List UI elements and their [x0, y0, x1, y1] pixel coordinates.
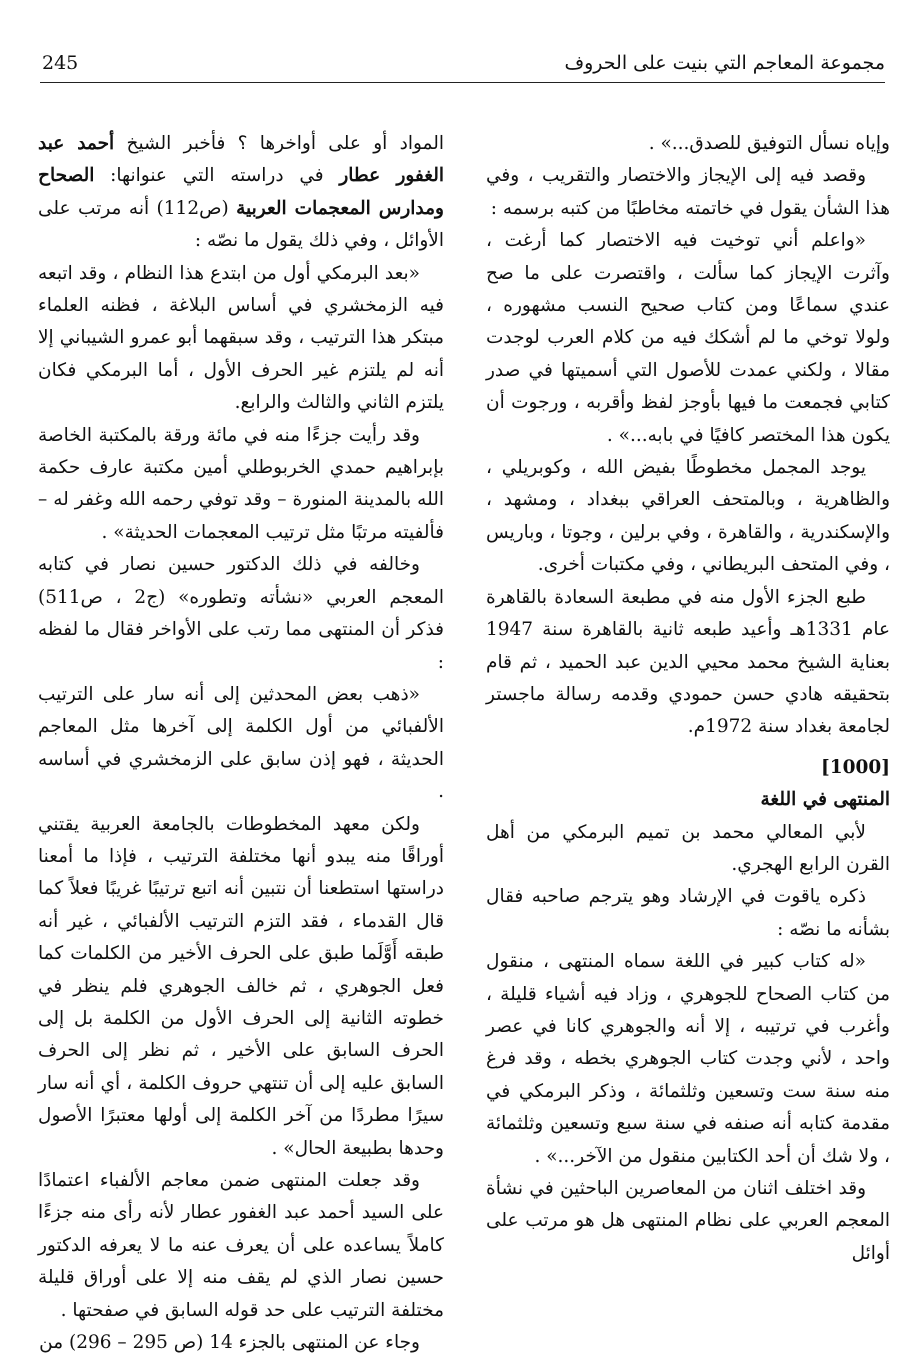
paragraph: وقد جعلت المنتهى ضمن معاجم الألفباء اعتمادًا على السيد أحمد عبد الغفور عطار لأنه رأى منه جزءًا كاملاً يساعده على أن يعرف عنه ما لا يعرفه الدكتور حسين نصار الذي لم يقف منه إلا على أوراق قليلة مختلفة الترتيب على حد قوله السابق في صفحتها . [38, 1170, 444, 1321]
quote-paragraph: «ذهب بعض المحدثين إلى أنه سار على الترتيب الألفبائي من أول الكلمة إلى آخرها مثل المعاجم الحديثة ، فهو إذن سابق على الزمخشري في أساسه . [38, 683, 444, 803]
book-title: الصحاح ومدارس المعجمات العربية [38, 165, 444, 219]
author-name: أحمد عبد الغفور عطار [38, 133, 444, 187]
paragraph: لأبي المعالي محمد بن تميم البرمكي من أهل القرن الرابع الهجري. [486, 821, 890, 875]
paragraph: وقصد فيه إلى الإيجاز والاختصار والتقريب ، وفي هذا الشأن يقول في خاتمته مخاطبًا من كتبه برسمه : [486, 165, 890, 219]
page-header [40, 52, 885, 83]
running-title: مجموعة المعاجم التي بنيت على الحروف [564, 52, 885, 74]
paragraph: وقد رأيت جزءًا منه في مائة ورقة بالمكتبة الخاصة بإبراهيم حمدي الخربوطلي أمين مكتبة عارف حكمة الله بالمدينة المنورة – وقد توفي رحمه الله وغفر له – فألفيته مرتبًا مثل ترتيب المعجمات الحديثة» . [38, 424, 444, 543]
paragraph: وخالفه في ذلك الدكتور حسين نصار في كتابه المعجم العربي «نشأته وتطوره» (ج2 ، ص511) فذكر أن المنتهى مما رتب على الأواخر فقال ما لفظه : [38, 554, 444, 673]
paragraph: وإياه نسأل التوفيق للصدق...» . [648, 133, 890, 154]
paragraph: ذكره ياقوت في الإرشاد وهو يترجم صاحبه فقال بشأنه ما نصّه : [486, 886, 890, 940]
paragraph [38, 128, 444, 258]
entry-number: [1000] [820, 756, 890, 778]
text-run: المواد أو على أواخرها ؟ فأخبر الشيخ [114, 133, 444, 154]
quote-paragraph: «واعلم أني توخيت فيه الاختصار كما أرغت ، وآثرت الإيجاز كما سألت ، واقتصرت على ما صح عندي سماعًا ومن كتاب صحيح النسب مشهوره ، ولولا توخي ما لم أشكك فيه من كلام العرب لوجدت مقالا ، ولكني عمدت للأصول التي أسميتها في صدر كتابي فجمعت ما فيها بأوجز لفظ وأقربه ، ورجوت أن يكون هذا المختصر كافيًا في بابه...» . [486, 230, 890, 446]
quote-paragraph: «له كتاب كبير في اللغة سماه المنتهى ، منقول من كتاب الصحاح للجوهري ، وزاد فيه أشياء قليلة ، وأغرب في ترتيبه ، إلا أنه والجوهري كانا في عصر واحد ، لأني وجدت كتاب الجوهري بخطه ، وقد فرغ منه سنة ست وتسعين وثلثمائة ، وذكر البرمكي في مقدمة كتابه أنه صنفه في سنة سبع وتسعين وثلثمائة ، ولا شك أن أحد الكتابين منقول من الآخر...» . [486, 951, 890, 1167]
paragraph: وجاء عن المنتهى بالجزء 14 (ص 295 – 296) من [39, 1332, 420, 1354]
paragraph: ولكن معهد المخطوطات بالجامعة العربية يقتني أوراقًا منه يبدو أنها مختلفة الترتيب ، فإذا ما أمعنا دراستها استطعنا أن نتبين أنه اتبع ترتيبًا غريبًا فعلاً كما قال القدماء ، فقد التزم الترتيب الألفبائي ، غير أنه طبقه أَوَّلَما طبق على الحرف الأخير من الكلمات كما فعل الجوهري ، ثم خالف الجوهري فلم ينظر في خطوته الثانية إلى الحرف الأول من الكلمة بل إلى الحرف السابق على الأخير ، ثم نظر إلى الحرف السابق عليه إلى أن تنتهي حروف الكلمة ، أي أنه سار سيرًا مطردًا من آخر الكلمة إلى أولها معتبرًا الأصول وحدها بطبيعة الحال» . [38, 813, 444, 1159]
paragraph: وقد اختلف اثنان من المعاصرين الباحثين في نشأة المعجم العربي على نظام المنتهى هل هو مرتب على أوائل [486, 1178, 890, 1264]
paragraph: طبع الجزء الأول منه في مطبعة السعادة بالقاهرة عام 1331هـ وأعيد طبعه ثانية بالقاهرة سنة 1947 بعناية الشيخ محمد محيي الدين عبد الحميد ، ثم قام بتحقيقه هادي حسن حمودي وقدمه رسالة ماجستر لجامعة بغداد سنة 1972م. [486, 586, 891, 738]
text-run: في دراسته التي عنوانها: [94, 165, 340, 187]
page-number: 245 [42, 52, 79, 74]
quote-paragraph: «بعد البرمكي أول من ابتدع هذا النظام ، وقد اتبعه فيه الزمخشري في أساس البلاغة ، فظنه العلماء مبتكر هذا الترتيب ، وقد سبقهما أبو عمرو الشيباني إلا أنه لم يلتزم غير الحرف الأول ، أما البرمكي فكان يلتزم الثاني والثالث والرابع. [38, 262, 444, 414]
paragraph: يوجد المجمل مخطوطًا بفيض الله ، وكوبريلي ، والظاهرية ، وبالمتحف العراقي ببغداد ، ومشهد ، والإسكندرية ، والقاهرة ، وفي برلين ، وجوتا ، وباريس ، وفي المتحف البريطاني ، وفي مكتبات أخرى. [486, 457, 890, 576]
entry-title: المنتهى في اللغة [760, 789, 890, 811]
right-column [486, 128, 890, 1270]
text-run: (ص112) أنه مرتب على الأوائل ، وفي ذلك يقول ما نصّه : [38, 197, 444, 252]
left-column [38, 128, 444, 1359]
